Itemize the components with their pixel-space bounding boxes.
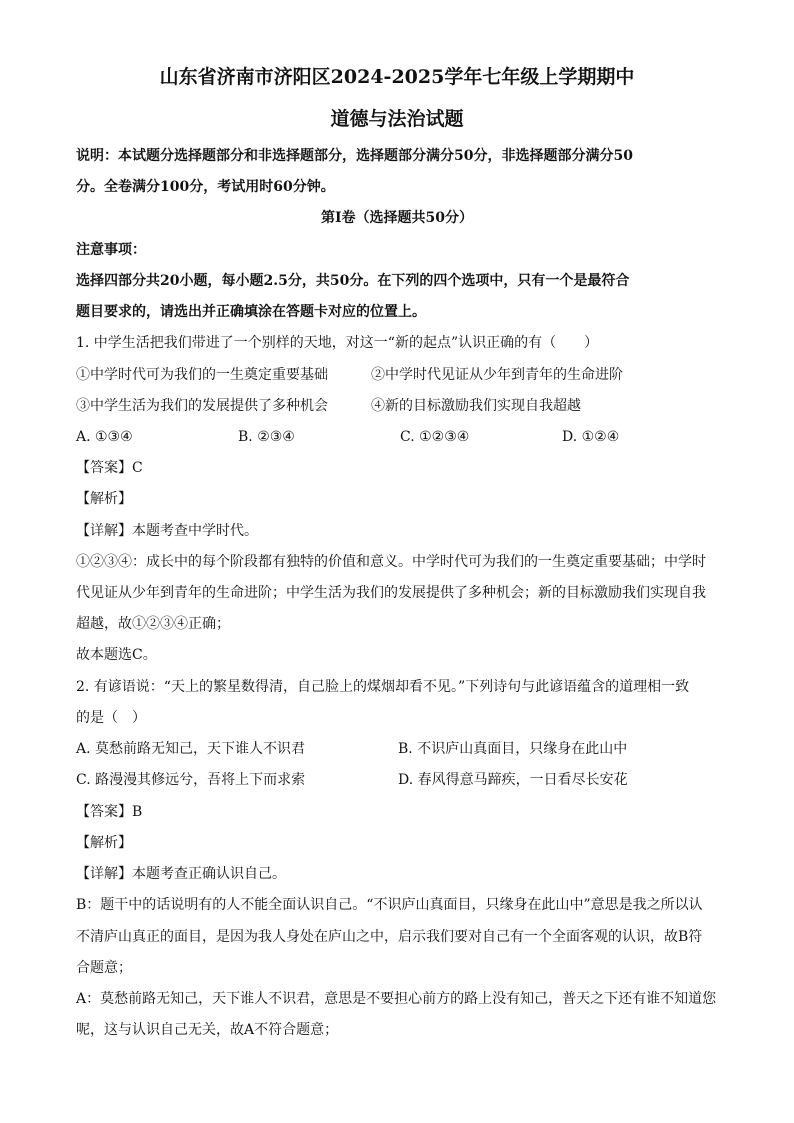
q2-explanation-a: 呢，这与认识自己无关，故A不符合题意； [76,1022,339,1038]
q2-option-b: B. 不识庐山真面目，只缘身在此山中 [398,741,628,757]
q2-answer: 【答案】B [76,804,143,820]
q1-option-d: D. ①②④ [562,429,620,445]
q1-analysis-label: 【解析】 [76,491,132,507]
question-2-stem: 2. 有谚语说：“天上的繁星数得清，自己脸上的煤烟却看不见。”下列诗句与此谚语蕴含的道理相一致 [76,679,690,695]
notice-line: 题目要求的，请选出并正确填涂在答题卡对应的位置上。 [76,304,426,320]
q1-answer: 【答案】C [76,460,143,476]
notice-label: 注意事项： [76,242,146,258]
instructions-line: 说明：本试题分选择题部分和非选择题部分，选择题部分满分50分，非选择题部分满分50 [76,148,633,164]
q2-option-a: A. 莫愁前路无知己，天下谁人不识君 [76,741,306,757]
exam-subject: 道德与法治试题 [330,108,464,130]
q1-explanation: 代见证从少年到青年的生命进阶；中学生活为我们的发展提供了多种机会；新的目标激励我们实现自我 [76,585,706,601]
q1-option-a: A. ①③④ [76,429,133,445]
q1-conclusion: 故本题选C。 [76,647,157,663]
exam-title: 山东省济南市济阳区2024-2025学年七年级上学期期中 [159,66,635,88]
notice-line: 选择四部分共20小题，每小题2.5分，共50分。在下列的四个选项中，只有一个是最符合 [76,273,630,289]
instructions-line: 分。全卷满分100分，考试用时60分钟。 [76,179,335,195]
q2-detail: 【详解】本题考查正确认识自己。 [76,866,286,882]
q2-explanation-b: 合题意； [76,960,132,976]
q2-option-c: C. 路漫漫其修远兮，吾将上下而求索 [76,772,306,788]
q2-explanation-b: B：题干中的话说明有的人不能全面认识自己。“不识庐山真面目，只缘身在此山中”意思是我之所以认 [76,897,703,913]
q1-explanation: 超越，故①②③④正确； [76,616,230,632]
section-heading: 第Ⅰ卷（选择题共50分） [320,210,474,226]
q1-detail: 【详解】本题考查中学时代。 [76,523,258,539]
q1-statement: ③中学生活为我们的发展提供了多种机会 [76,398,328,414]
q2-explanation-a: A：莫愁前路无知己，天下谁人不识君，意思是不要担心前方的路上没有知己，普天之下还有谁不知道您 [76,991,717,1007]
question-1-stem: 1. 中学生活把我们带进了一个别样的天地，对这一“新的起点”认识正确的有（ ） [76,335,599,351]
q1-statement: ①中学时代可为我们的一生奠定重要基础 [76,367,328,383]
q1-option-c: C. ①②③④ [400,429,470,445]
q1-option-b: B. ②③④ [238,429,295,445]
q1-explanation: ①②③④：成长中的每个阶段都有独特的价值和意义。中学时代可为我们的一生奠定重要基础；中学时 [76,554,706,570]
q2-analysis-label: 【解析】 [76,835,132,851]
q2-option-d: D. 春风得意马蹄疾，一日看尽长安花 [398,772,628,788]
q2-explanation-b: 不清庐山真正的面目，是因为我人身处在庐山之中，启示我们要对自己有一个全面客观的认识，故B符 [76,929,703,945]
q1-statement: ④新的目标激励我们实现自我超越 [371,398,581,414]
question-2-stem: 的是（ ） [76,710,146,726]
q1-statement: ②中学时代见证从少年到青年的生命进阶 [371,367,623,383]
